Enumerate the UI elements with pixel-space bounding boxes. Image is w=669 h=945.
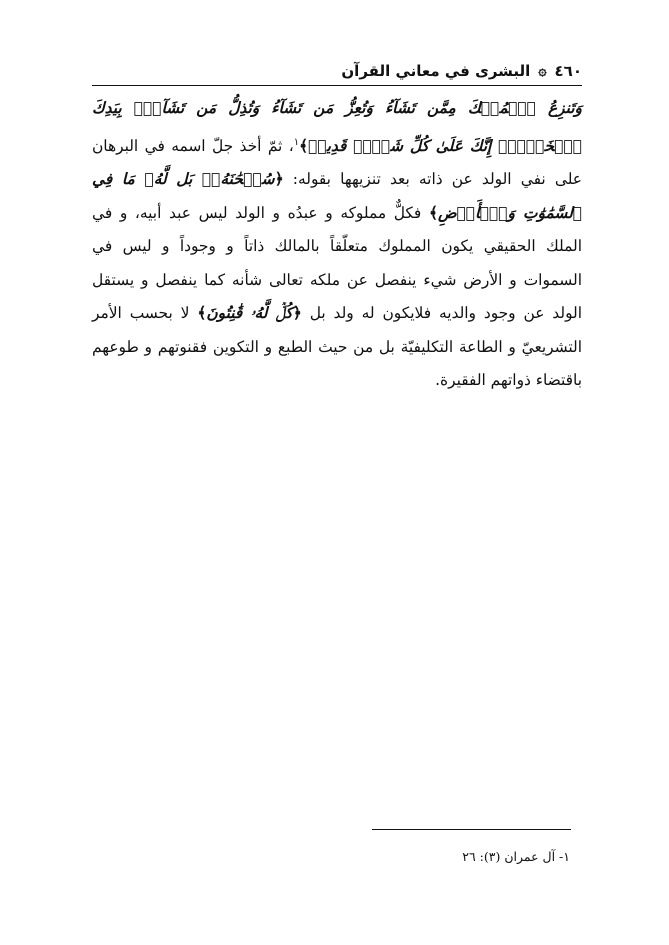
verse-2-open-bracket: ﴿	[274, 170, 284, 189]
verse-2-close-bracket: ﴾	[428, 203, 438, 222]
page-header	[92, 58, 582, 84]
verse-3-open-bracket: ﴿	[292, 304, 302, 323]
body-text-1: ، ثمّ أخذ جلّ اسمه في البرهان على نفي الولد عن ذاته بعد تنزيهها بقوله:	[92, 136, 582, 189]
footnote-reference: ١	[293, 136, 300, 148]
paragraph	[92, 92, 582, 398]
verse-3-close-bracket: ﴾	[197, 304, 207, 323]
quran-verse-1: وَتَنزِعُ ٱلۡمُلۡكَ مِمَّن تَشَآءُ وَتُعِزُّ مَن تَشَآءُ وَتُذِلُّ مَن تَشَآءُۖ بِيَدِكَ ٱلۡخَيۡرُۖ إِنَّكَ عَلَىٰ كُلِّ شَيۡءٖ قَدِيرٞ	[92, 99, 583, 155]
page-number: ٤٦٠	[554, 62, 582, 80]
ornament-icon: ۞	[538, 63, 547, 79]
footnote-divider	[372, 829, 571, 830]
footnote: ١- آل عمران (٣): ٢٦	[462, 849, 570, 864]
body-text-2: فكلٌّ مملوكه و عبدُه و الولد ليس عبد أبيه، و في الملك الحقيقي يكون المملوك متعلّقاً بالمالك ذاتاً و وجوداً و ليس في السموات و الأرض شيء ينفصل عن ملكه تعالى شأنه كما ينفصل و يستقل الولد عن وجود والديه فلايكون له ولد بل	[92, 203, 582, 323]
quran-verse-2: سُبۡحَٰنَهُۥۖ بَل لَّهُۥ مَا فِي ٱلسَّمَٰوَٰتِ وَٱلۡأَرۡضِ	[92, 170, 582, 222]
verse-1-close-bracket: ﴾	[299, 136, 309, 155]
quran-verse-3: كُلّٞ لَّهُۥ قَٰنِتُونَ	[206, 304, 293, 323]
main-text	[92, 92, 582, 398]
book-title: البشرى في معاني القرآن	[341, 62, 531, 80]
header-divider	[92, 85, 582, 86]
body-text-3: لا بحسب الأمر التشريعيّ و الطاعة التكليفيّة بل من حيث الطبع و التكوين فقنوتهم و طوعهم باقتضاء ذواتهم الفقيرة.	[92, 304, 582, 390]
